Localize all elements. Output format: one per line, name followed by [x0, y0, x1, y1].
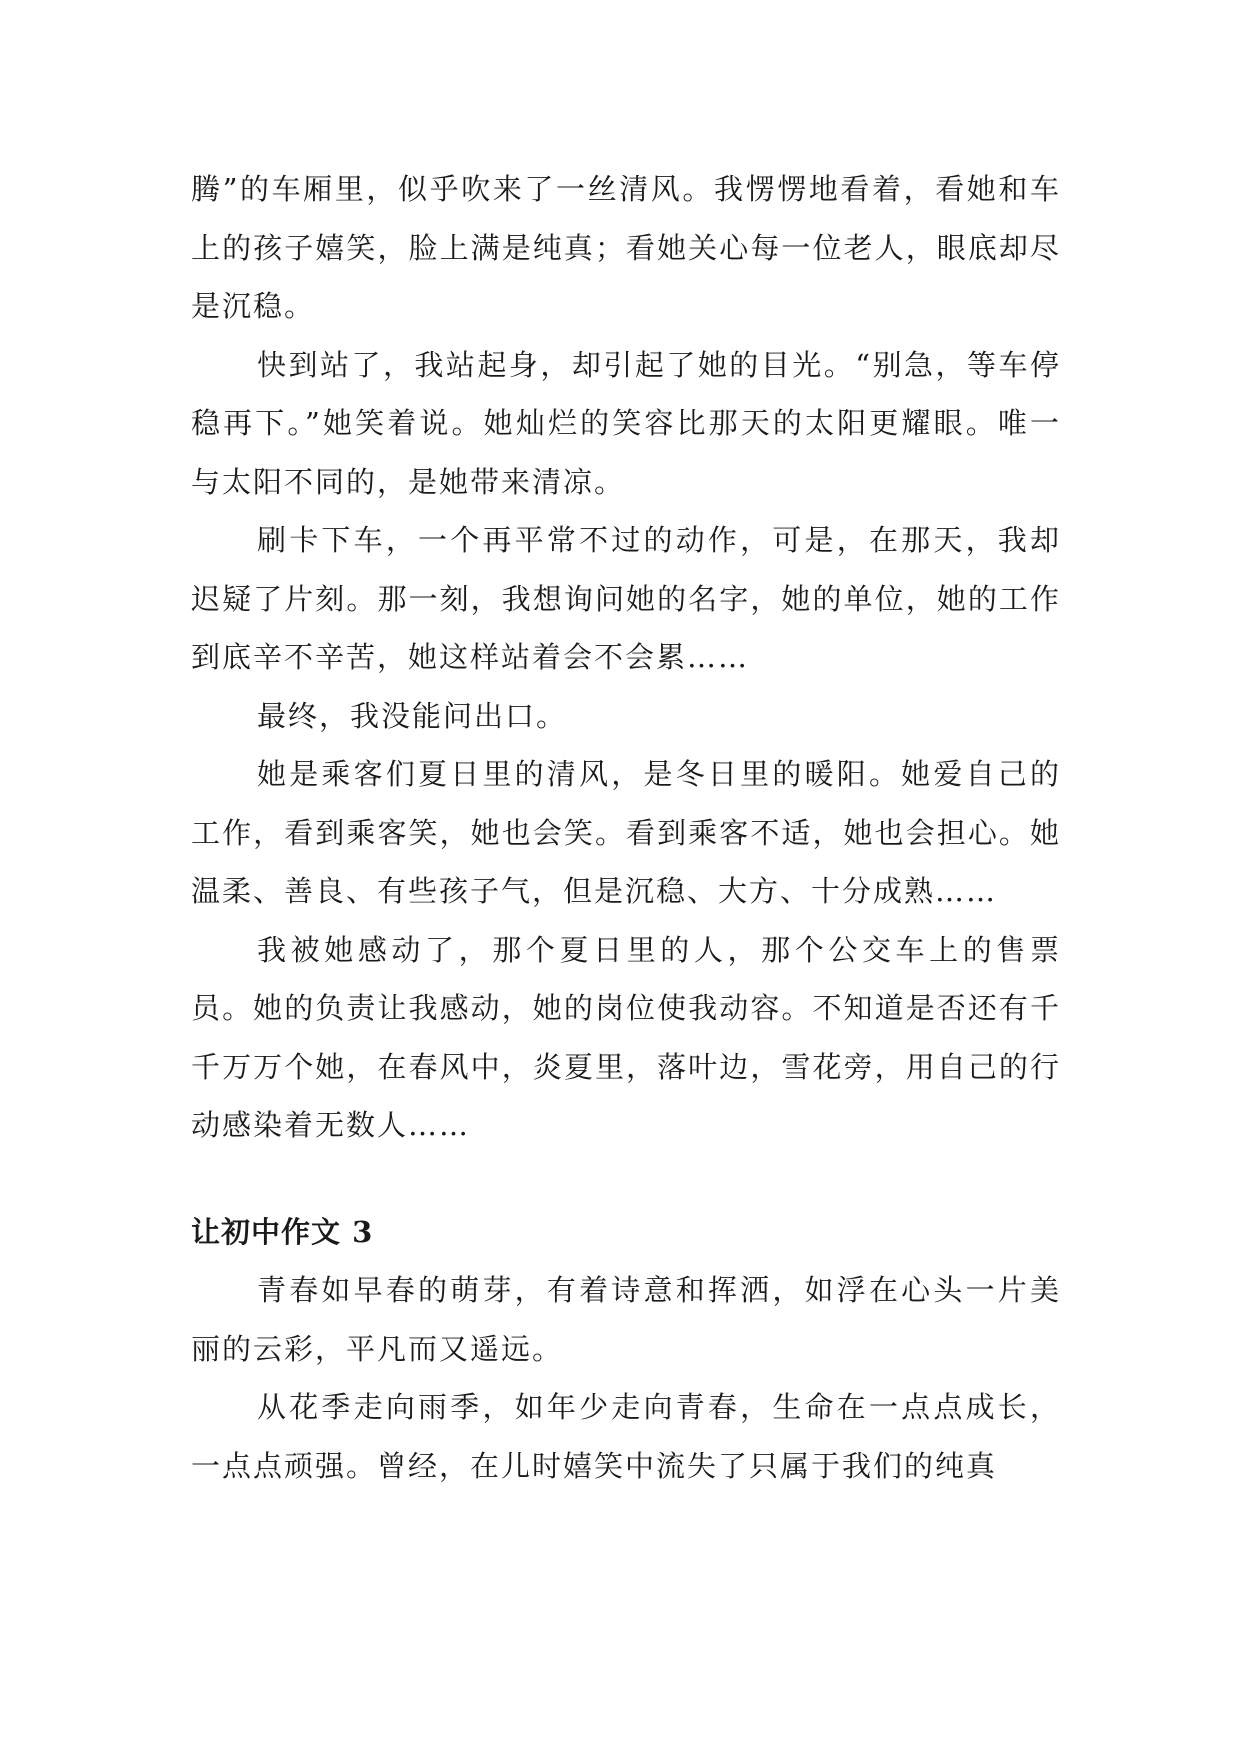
paragraph-4: 最终，我没能问出口。	[257, 698, 568, 733]
paragraph-1: 腾”的车厢里，似乎吹来了一丝清风。我愣愣地看着，看她和车上的孩子嬉笑，脸上满是纯真；看她关心每一位老人，眼底却尽是沉稳。	[191, 172, 1061, 323]
paragraph-6: 我被她感动了，那个夏日里的人，那个公交车上的售票员。她的负责让我感动，她的岗位使我动容。不知道是否还有千千万万个她，在春风中，炎夏里，落叶边，雪花旁，用自己的行动感染着无数人……	[191, 932, 1061, 1142]
document-body	[191, 160, 1061, 1495]
paragraph-8: 从花季走向雨季，如年少走向青春，生命在一点点成长，一点点顽强。曾经，在儿时嬉笑中流失了只属于我们的纯真	[191, 1390, 1061, 1483]
paragraph-2: 快到站了，我站起身，却引起了她的目光。“别急，等车停稳再下。”她笑着说。她灿烂的笑容比那天的太阳更耀眼。唯一与太阳不同的，是她带来清凉。	[191, 347, 1061, 499]
paragraph-5: 她是乘客们夏日里的清风，是冬日里的暖阳。她爱自己的工作，看到乘客笑，她也会笑。看到乘客不适，她也会担心。她温柔、善良、有些孩子气，但是沉稳、大方、十分成熟……	[191, 757, 1061, 908]
section-title: 让初中作文 3	[191, 1214, 374, 1249]
paragraph-7: 青春如早春的萌芽，有着诗意和挥洒，如浮在心头一片美丽的云彩，平凡而又遥远。	[191, 1273, 1061, 1366]
paragraph-3: 刷卡下车，一个再平常不过的动作，可是，在那天，我却迟疑了片刻。那一刻，我想询问她的名字，她的单位，她的工作到底辛不辛苦，她这样站着会不会累……	[191, 523, 1061, 674]
